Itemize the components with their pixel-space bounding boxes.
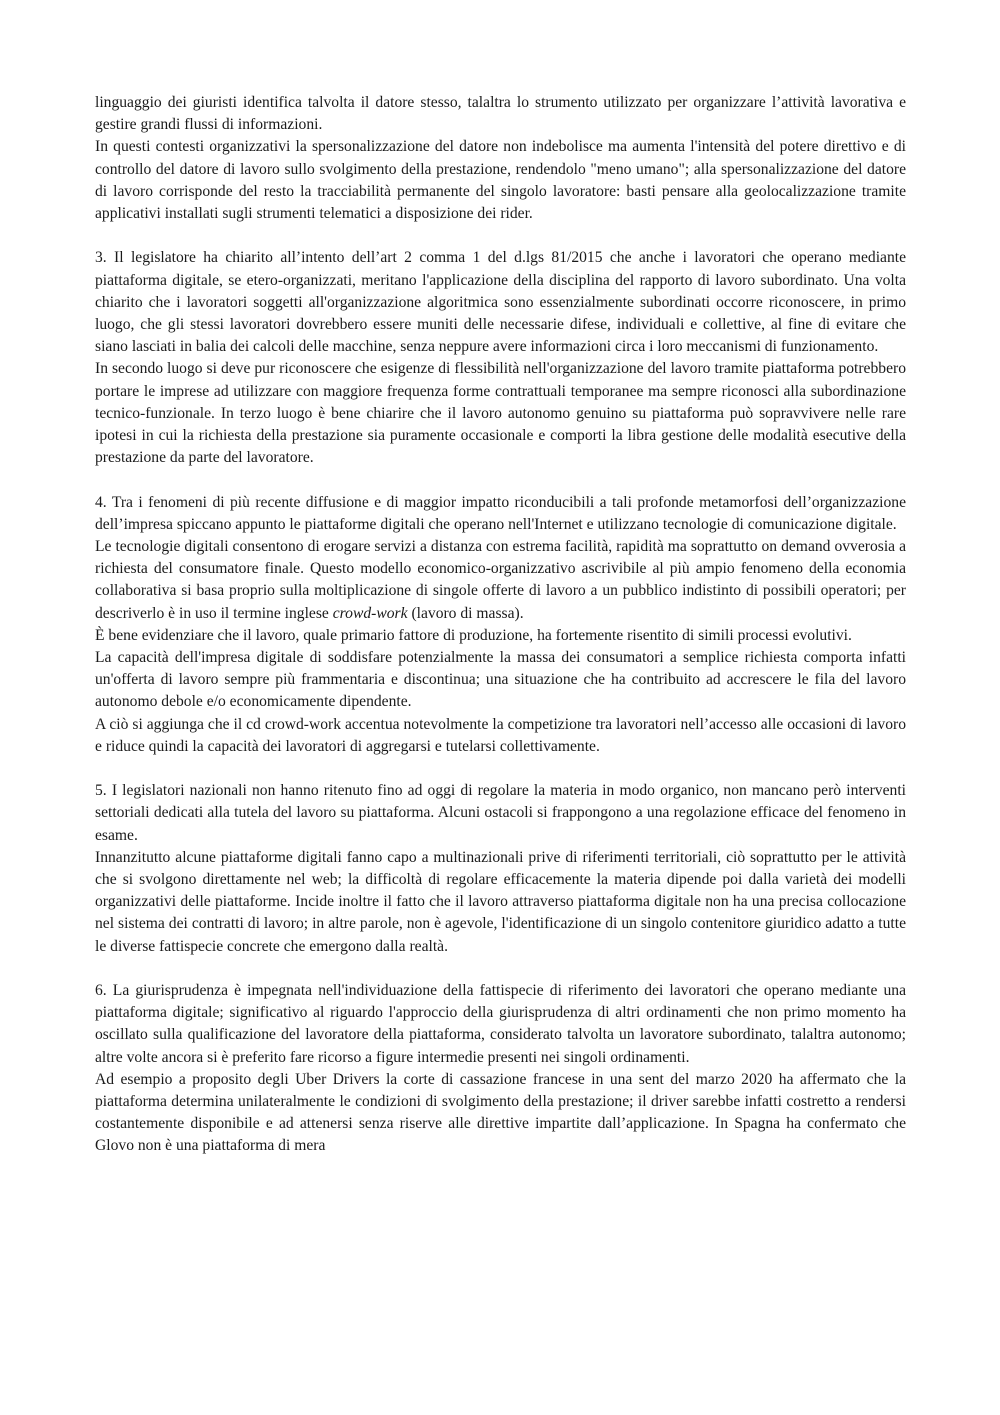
section-4-paragraph-3: È bene evidenziare che il lavoro, quale primario fattore di produzione, ha fortemente risentito di simili processi evolutivi. (95, 626, 852, 644)
section-4-paragraph-4: La capacità dell'impresa digitale di soddisfare potenzialmente la massa dei consumatori a semplice richiesta comporta infatti un'offerta di lavoro sempre più frammentaria e discontinua; una situazione che ha contribuito ad accrescere le fila del lavoro autonomo debole e/o economicamente dipendente. (95, 649, 906, 711)
section-3-paragraph-2: In secondo luogo si deve pur riconoscere che esigenze di flessibilità nell'organizzazione del lavoro tramite piattaforma potrebbero portare le imprese ad utilizzare con maggiore frequenza forme contrattuali temporanee ma sempre riconosci alla subordinazione tecnico-funzionale. In terzo luogo è bene chiarire che il lavoro autonomo genuino su piattaforma può sopravvivere nelle rare ipotesi in cui la richiesta della prestazione sia puramente occasionale e comporti la libra gestione delle modalità esecutive della prestazione da parte del lavoratore. (95, 360, 906, 467)
section-3-paragraph-1: 3. Il legislatore ha chiarito all’intento dell’art 2 comma 1 del d.lgs 81/2015 che anche i lavoratori che operano mediante piattaforma digitale, se etero-organizzati, meritano l'applicazione della disciplina del rapporto di lavoro subordinato. Una volta chiarito che i lavoratori soggetti all'organizzazione algoritmica sono essenzialmente subordinati occorre riconoscere, in primo luogo, che gli stessi lavoratori dovrebbero essere muniti delle necessarie difese, individuali e collettive, al fine di evitare che siano lasciati in balia dei calcoli delle macchine, senza neppure avere informazioni circa i loro meccanismi di funzionamento. (95, 249, 906, 356)
paragraph-text: (lavoro di massa). (407, 604, 524, 622)
section-4-paragraph-5: A ciò si aggiunga che il cd crowd-work accentua notevolmente la competizione tra lavoratori nell’accesso alle occasioni di lavoro e riduce quindi la capacità dei lavoratori di aggregarsi e tutelarsi collettivamente. (95, 715, 906, 755)
paragraph-spacer (95, 758, 906, 780)
section-4-paragraph-1: 4. Tra i fenomeni di più recente diffusione e di maggior impatto riconducibili a tali profonde metamorfosi dell’organizzazione dell’impresa spiccano appunto le piattaforme digitali che operano nell'Internet e utilizzano tecnologie di comunicazione digitale. (95, 493, 906, 533)
paragraph-text: Le tecnologie digitali consentono di erogare servizi a distanza con estrema facilità, rapidità ma soprattutto on demand ovverosia a richiesta del consumatore finale. Questo modello economico-organizzativo ascrivibile al più ampio fenomeno della economia collaborativa si basa proprio sulla moltiplicazione di singole offerte di lavoro a un pubblico indistinto di possibili operatori; per descriverlo è in uso il termine inglese (95, 538, 906, 622)
section-5-paragraph-1: 5. I legislatori nazionali non hanno ritenuto fino ad oggi di regolare la materia in modo organico, non mancano però interventi settoriali dedicati alla tutela del lavoro su piattaforma. Alcuni ostacoli si frappongono a una regolazione efficace del fenomeno in esame. (95, 782, 906, 844)
document-body (95, 92, 906, 1158)
section-5-paragraph-2: Innanzitutto alcune piattaforme digitali fanno capo a multinazionali prive di riferimenti territoriali, ciò soprattutto per le attività che si svolgono direttamente nel web; la difficoltà di regolare efficacemente la materia dipende poi dalla varietà dei modelli organizzativi delle piattaforme. Incide inoltre il fatto che il lavoro attraverso piattaforma digitale non ha una precisa collocazione nel sistema dei contratti di lavoro; in altre parole, non è agevole, l'identificazione di un singolo contenitore giuridico adatto a tutte le diverse fattispecie concrete che emergono dalla realtà. (95, 848, 906, 955)
paragraph-spacer (95, 225, 906, 247)
paragraph-spacer (95, 958, 906, 980)
paragraph-spacer (95, 469, 906, 491)
paragraph-2: In questi contesti organizzativi la spersonalizzazione del datore non indebolisce ma aumenta l'intensità del potere direttivo e di controllo del datore di lavoro sullo svolgimento della prestazione, rendendolo "meno umano"; alla spersonalizzazione del datore di lavoro corrisponde del resto la tracciabilità permanente del singolo lavoratore: basti pensare alla geolocalizzazione tramite applicativi installati sugli strumenti telematici a disposizione dei rider. (95, 138, 906, 223)
section-6-paragraph-2: Ad esempio a proposito degli Uber Drivers la corte di cassazione francese in una sent del marzo 2020 ha affermato che la piattaforma determina unilateralmente le condizioni di svolgimento della prestazione; il driver sarebbe infatti costretto a rendersi costantemente disponibile e ad attenersi senza riserve alle direttive impartite dall’applicazione. In Spagna ha confermato che Glovo non è una piattaforma di mera (95, 1070, 906, 1155)
section-4-paragraph-2 (95, 536, 906, 625)
italic-term: crowd-work (332, 604, 408, 622)
section-6-paragraph-1: 6. La giurisprudenza è impegnata nell'individuazione della fattispecie di riferimento dei lavoratori che operano mediante una piattaforma digitale; significativo al riguardo l'approccio della giurisprudenza di altri ordinamenti che non primo momento ha oscillato sulla qualificazione del lavoratore della piattaforma, considerato talvolta un lavoratore subordinato, talaltra autonomo; altre volte ancora si è preferito fare ricorso a figure intermedie presenti nei singoli ordinamenti. (95, 982, 906, 1066)
paragraph-1: linguaggio dei giuristi identifica talvolta il datore stesso, talaltra lo strumento utilizzato per organizzare l’attività lavorativa e gestire grandi flussi di informazioni. (95, 94, 906, 134)
